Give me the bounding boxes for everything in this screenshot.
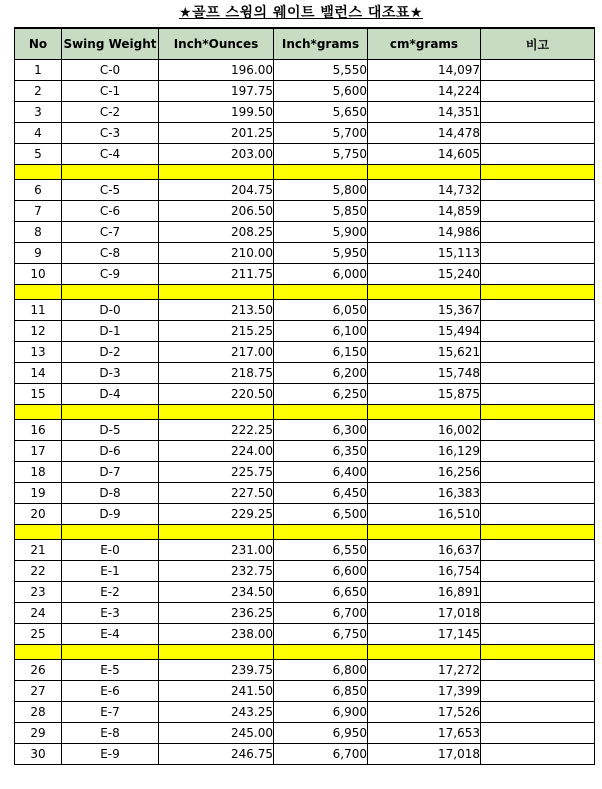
- cell-cm-grams: 17,145: [368, 624, 481, 645]
- cell-note: [481, 222, 595, 243]
- header-row: [15, 28, 595, 60]
- cell-cm-grams: 15,494: [368, 321, 481, 342]
- cell-no: 27: [15, 681, 62, 702]
- cell-inch-grams: 6,400: [274, 462, 368, 483]
- cell-swing-weight: E-6: [62, 681, 159, 702]
- cell-inch-grams: 6,900: [274, 702, 368, 723]
- cell-inch-grams: 6,350: [274, 441, 368, 462]
- cell-swing-weight: C-5: [62, 180, 159, 201]
- cell-inch-grams: 6,700: [274, 744, 368, 765]
- cell-cm-grams: 14,732: [368, 180, 481, 201]
- cell-no: 10: [15, 264, 62, 285]
- cell-inch-ounces: 201.25: [159, 123, 274, 144]
- cell-no: 29: [15, 723, 62, 744]
- table-row: [15, 723, 595, 744]
- cell-note: [481, 540, 595, 561]
- cell-note: [481, 384, 595, 405]
- cell-swing-weight: E-8: [62, 723, 159, 744]
- cell-note: [481, 363, 595, 384]
- cell-swing-weight: C-2: [62, 102, 159, 123]
- separator-cell: [368, 165, 481, 180]
- cell-swing-weight: E-3: [62, 603, 159, 624]
- table-row: [15, 321, 595, 342]
- cell-note: [481, 681, 595, 702]
- separator-cell: [481, 285, 595, 300]
- cell-no: 22: [15, 561, 62, 582]
- table-row: [15, 483, 595, 504]
- cell-cm-grams: 17,272: [368, 660, 481, 681]
- table-row: [15, 420, 595, 441]
- cell-inch-ounces: 229.25: [159, 504, 274, 525]
- cell-cm-grams: 16,754: [368, 561, 481, 582]
- cell-inch-grams: 5,650: [274, 102, 368, 123]
- cell-no: 21: [15, 540, 62, 561]
- cell-cm-grams: 15,367: [368, 300, 481, 321]
- header-swing-weight: Swing Weight: [62, 28, 159, 60]
- cell-note: [481, 504, 595, 525]
- cell-swing-weight: C-3: [62, 123, 159, 144]
- separator-cell: [481, 525, 595, 540]
- table-row: [15, 123, 595, 144]
- cell-inch-grams: 6,100: [274, 321, 368, 342]
- cell-note: [481, 603, 595, 624]
- cell-no: 16: [15, 420, 62, 441]
- cell-no: 19: [15, 483, 62, 504]
- cell-note: [481, 483, 595, 504]
- separator-row: [15, 645, 595, 660]
- cell-note: [481, 441, 595, 462]
- cell-cm-grams: 14,859: [368, 201, 481, 222]
- cell-no: 26: [15, 660, 62, 681]
- cell-inch-grams: 5,750: [274, 144, 368, 165]
- cell-cm-grams: 17,653: [368, 723, 481, 744]
- table-row: [15, 264, 595, 285]
- separator-cell: [274, 165, 368, 180]
- table-row: [15, 624, 595, 645]
- cell-inch-grams: 5,700: [274, 123, 368, 144]
- cell-note: [481, 123, 595, 144]
- separator-cell: [159, 645, 274, 660]
- cell-swing-weight: D-2: [62, 342, 159, 363]
- cell-note: [481, 420, 595, 441]
- cell-inch-grams: 6,600: [274, 561, 368, 582]
- cell-inch-grams: 6,050: [274, 300, 368, 321]
- cell-inch-grams: 5,800: [274, 180, 368, 201]
- header-cm-grams: cm*grams: [368, 28, 481, 60]
- table-row: [15, 201, 595, 222]
- cell-swing-weight: E-1: [62, 561, 159, 582]
- cell-inch-ounces: 225.75: [159, 462, 274, 483]
- table-row: [15, 561, 595, 582]
- cell-swing-weight: C-0: [62, 60, 159, 81]
- cell-inch-ounces: 199.50: [159, 102, 274, 123]
- cell-cm-grams: 17,526: [368, 702, 481, 723]
- cell-swing-weight: C-8: [62, 243, 159, 264]
- cell-cm-grams: 14,351: [368, 102, 481, 123]
- cell-cm-grams: 14,478: [368, 123, 481, 144]
- page-title: ★골프 스윙의 웨이트 밸런스 대조표★: [179, 5, 423, 21]
- table-row: [15, 702, 595, 723]
- cell-inch-grams: 6,500: [274, 504, 368, 525]
- swing-weight-table: [14, 27, 595, 765]
- cell-no: 12: [15, 321, 62, 342]
- cell-no: 7: [15, 201, 62, 222]
- cell-no: 9: [15, 243, 62, 264]
- separator-cell: [159, 525, 274, 540]
- separator-cell: [62, 525, 159, 540]
- cell-inch-ounces: 222.25: [159, 420, 274, 441]
- table-row: [15, 462, 595, 483]
- cell-swing-weight: C-4: [62, 144, 159, 165]
- header-no: No: [15, 28, 62, 60]
- cell-inch-grams: 6,300: [274, 420, 368, 441]
- cell-note: [481, 81, 595, 102]
- cell-cm-grams: 15,875: [368, 384, 481, 405]
- table-row: [15, 504, 595, 525]
- cell-cm-grams: 17,018: [368, 744, 481, 765]
- cell-note: [481, 660, 595, 681]
- cell-no: 13: [15, 342, 62, 363]
- cell-inch-ounces: 206.50: [159, 201, 274, 222]
- cell-cm-grams: 17,018: [368, 603, 481, 624]
- separator-row: [15, 165, 595, 180]
- table-row: [15, 603, 595, 624]
- cell-swing-weight: E-2: [62, 582, 159, 603]
- cell-inch-ounces: 211.75: [159, 264, 274, 285]
- cell-note: [481, 243, 595, 264]
- cell-note: [481, 582, 595, 603]
- cell-inch-ounces: 204.75: [159, 180, 274, 201]
- separator-cell: [368, 285, 481, 300]
- cell-inch-ounces: 231.00: [159, 540, 274, 561]
- cell-inch-ounces: 245.00: [159, 723, 274, 744]
- cell-swing-weight: E-0: [62, 540, 159, 561]
- cell-note: [481, 561, 595, 582]
- cell-no: 24: [15, 603, 62, 624]
- header-note: 비고: [481, 28, 595, 60]
- cell-inch-ounces: 232.75: [159, 561, 274, 582]
- cell-cm-grams: 14,605: [368, 144, 481, 165]
- cell-note: [481, 321, 595, 342]
- cell-no: 1: [15, 60, 62, 81]
- table-row: [15, 582, 595, 603]
- cell-note: [481, 201, 595, 222]
- cell-swing-weight: D-6: [62, 441, 159, 462]
- cell-inch-ounces: 224.00: [159, 441, 274, 462]
- separator-cell: [274, 525, 368, 540]
- cell-inch-ounces: 217.00: [159, 342, 274, 363]
- cell-swing-weight: E-7: [62, 702, 159, 723]
- cell-no: 15: [15, 384, 62, 405]
- table-row: [15, 81, 595, 102]
- separator-cell: [159, 165, 274, 180]
- cell-inch-ounces: 234.50: [159, 582, 274, 603]
- cell-inch-ounces: 197.75: [159, 81, 274, 102]
- table-row: [15, 363, 595, 384]
- cell-inch-ounces: 243.25: [159, 702, 274, 723]
- cell-note: [481, 624, 595, 645]
- separator-cell: [481, 405, 595, 420]
- table-row: [15, 102, 595, 123]
- separator-cell: [62, 405, 159, 420]
- cell-swing-weight: E-4: [62, 624, 159, 645]
- cell-note: [481, 462, 595, 483]
- separator-cell: [368, 645, 481, 660]
- separator-cell: [15, 525, 62, 540]
- table-row: [15, 144, 595, 165]
- cell-note: [481, 180, 595, 201]
- table-row: [15, 384, 595, 405]
- cell-inch-grams: 6,000: [274, 264, 368, 285]
- cell-no: 8: [15, 222, 62, 243]
- cell-inch-ounces: 210.00: [159, 243, 274, 264]
- cell-no: 30: [15, 744, 62, 765]
- cell-inch-ounces: 246.75: [159, 744, 274, 765]
- cell-note: [481, 144, 595, 165]
- cell-inch-ounces: 218.75: [159, 363, 274, 384]
- cell-inch-grams: 6,450: [274, 483, 368, 504]
- separator-cell: [159, 285, 274, 300]
- cell-inch-ounces: 227.50: [159, 483, 274, 504]
- cell-swing-weight: E-5: [62, 660, 159, 681]
- table-row: [15, 60, 595, 81]
- separator-cell: [368, 525, 481, 540]
- cell-swing-weight: D-0: [62, 300, 159, 321]
- separator-row: [15, 405, 595, 420]
- cell-note: [481, 342, 595, 363]
- cell-no: 3: [15, 102, 62, 123]
- cell-note: [481, 60, 595, 81]
- cell-swing-weight: D-1: [62, 321, 159, 342]
- cell-no: 23: [15, 582, 62, 603]
- cell-swing-weight: C-6: [62, 201, 159, 222]
- cell-swing-weight: E-9: [62, 744, 159, 765]
- separator-cell: [62, 645, 159, 660]
- cell-no: 5: [15, 144, 62, 165]
- table-row: [15, 744, 595, 765]
- cell-cm-grams: 17,399: [368, 681, 481, 702]
- header-inch-ounces: Inch*Ounces: [159, 28, 274, 60]
- cell-swing-weight: D-8: [62, 483, 159, 504]
- cell-no: 18: [15, 462, 62, 483]
- separator-cell: [368, 405, 481, 420]
- separator-cell: [481, 645, 595, 660]
- table-body: [15, 60, 595, 765]
- cell-inch-ounces: 213.50: [159, 300, 274, 321]
- cell-cm-grams: 14,224: [368, 81, 481, 102]
- cell-inch-grams: 6,250: [274, 384, 368, 405]
- cell-swing-weight: D-7: [62, 462, 159, 483]
- separator-cell: [481, 165, 595, 180]
- cell-cm-grams: 14,986: [368, 222, 481, 243]
- cell-inch-grams: 5,900: [274, 222, 368, 243]
- cell-inch-grams: 6,850: [274, 681, 368, 702]
- cell-no: 4: [15, 123, 62, 144]
- cell-cm-grams: 16,129: [368, 441, 481, 462]
- cell-inch-grams: 6,200: [274, 363, 368, 384]
- cell-inch-grams: 6,750: [274, 624, 368, 645]
- separator-cell: [274, 405, 368, 420]
- header-inch-grams: Inch*grams: [274, 28, 368, 60]
- separator-cell: [62, 285, 159, 300]
- cell-cm-grams: 15,621: [368, 342, 481, 363]
- cell-no: 20: [15, 504, 62, 525]
- cell-cm-grams: 15,748: [368, 363, 481, 384]
- cell-inch-grams: 6,950: [274, 723, 368, 744]
- separator-cell: [15, 405, 62, 420]
- cell-cm-grams: 15,240: [368, 264, 481, 285]
- table-row: [15, 441, 595, 462]
- cell-no: 17: [15, 441, 62, 462]
- cell-inch-ounces: 241.50: [159, 681, 274, 702]
- cell-inch-ounces: 220.50: [159, 384, 274, 405]
- cell-cm-grams: 15,113: [368, 243, 481, 264]
- table-row: [15, 222, 595, 243]
- cell-inch-ounces: 203.00: [159, 144, 274, 165]
- cell-no: 28: [15, 702, 62, 723]
- cell-inch-ounces: 196.00: [159, 60, 274, 81]
- cell-note: [481, 102, 595, 123]
- separator-cell: [15, 645, 62, 660]
- cell-inch-grams: 6,800: [274, 660, 368, 681]
- cell-note: [481, 300, 595, 321]
- separator-cell: [274, 645, 368, 660]
- cell-inch-grams: 5,950: [274, 243, 368, 264]
- cell-inch-grams: 5,850: [274, 201, 368, 222]
- cell-cm-grams: 16,891: [368, 582, 481, 603]
- cell-inch-grams: 5,600: [274, 81, 368, 102]
- cell-note: [481, 723, 595, 744]
- separator-cell: [274, 285, 368, 300]
- cell-no: 11: [15, 300, 62, 321]
- cell-no: 14: [15, 363, 62, 384]
- cell-swing-weight: D-9: [62, 504, 159, 525]
- cell-cm-grams: 16,510: [368, 504, 481, 525]
- cell-swing-weight: C-9: [62, 264, 159, 285]
- table-row: [15, 300, 595, 321]
- cell-cm-grams: 16,256: [368, 462, 481, 483]
- cell-swing-weight: D-4: [62, 384, 159, 405]
- cell-inch-ounces: 215.25: [159, 321, 274, 342]
- table-row: [15, 342, 595, 363]
- cell-no: 25: [15, 624, 62, 645]
- separator-cell: [15, 285, 62, 300]
- cell-inch-ounces: 236.25: [159, 603, 274, 624]
- cell-inch-ounces: 208.25: [159, 222, 274, 243]
- table-row: [15, 660, 595, 681]
- table-row: [15, 540, 595, 561]
- cell-no: 6: [15, 180, 62, 201]
- separator-row: [15, 525, 595, 540]
- cell-cm-grams: 16,002: [368, 420, 481, 441]
- cell-inch-grams: 6,650: [274, 582, 368, 603]
- cell-note: [481, 264, 595, 285]
- cell-no: 2: [15, 81, 62, 102]
- cell-swing-weight: D-5: [62, 420, 159, 441]
- separator-row: [15, 285, 595, 300]
- table-row: [15, 243, 595, 264]
- cell-inch-grams: 6,700: [274, 603, 368, 624]
- cell-inch-ounces: 238.00: [159, 624, 274, 645]
- cell-cm-grams: 16,637: [368, 540, 481, 561]
- table-row: [15, 681, 595, 702]
- separator-cell: [62, 165, 159, 180]
- cell-swing-weight: C-7: [62, 222, 159, 243]
- cell-swing-weight: D-3: [62, 363, 159, 384]
- table-row: [15, 180, 595, 201]
- cell-note: [481, 702, 595, 723]
- cell-inch-grams: 6,550: [274, 540, 368, 561]
- cell-inch-grams: 6,150: [274, 342, 368, 363]
- separator-cell: [159, 405, 274, 420]
- separator-cell: [15, 165, 62, 180]
- cell-swing-weight: C-1: [62, 81, 159, 102]
- cell-cm-grams: 14,097: [368, 60, 481, 81]
- cell-note: [481, 744, 595, 765]
- cell-cm-grams: 16,383: [368, 483, 481, 504]
- cell-inch-grams: 5,550: [274, 60, 368, 81]
- cell-inch-ounces: 239.75: [159, 660, 274, 681]
